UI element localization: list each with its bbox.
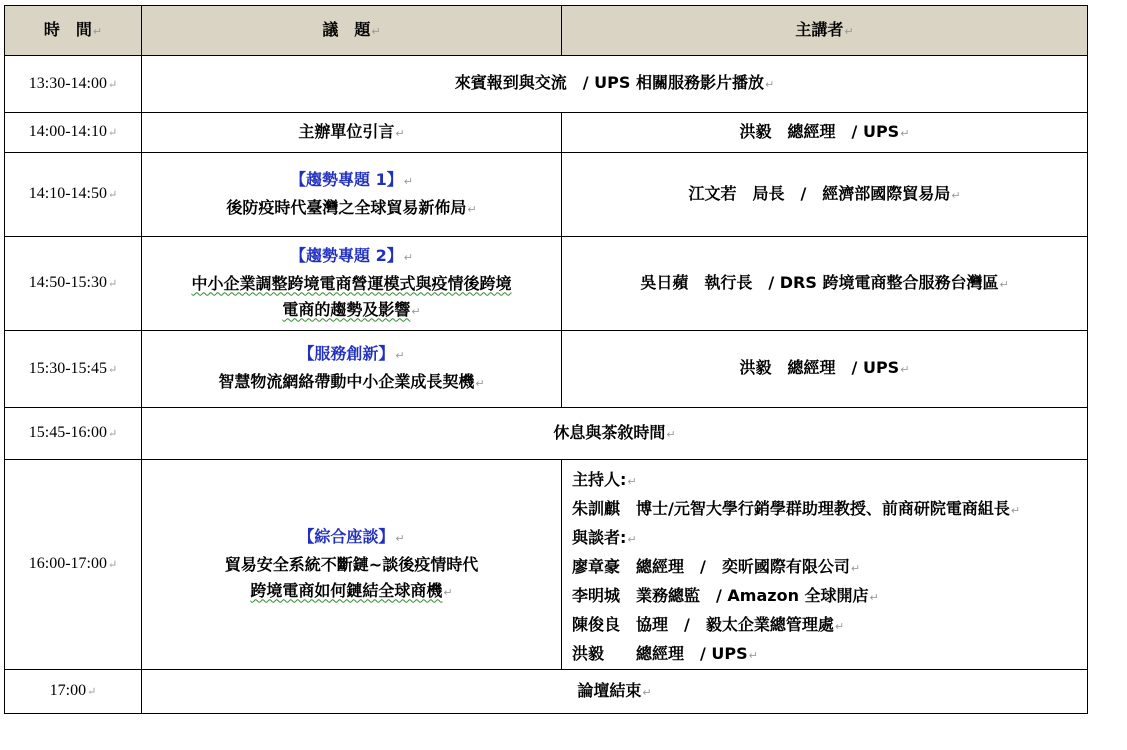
header-topic: 議 題↵ [142, 6, 562, 56]
table-row [5, 237, 1088, 331]
host-label-line: 主持人:↵ [572, 470, 637, 489]
time-cell: 15:30-15:45↵ [5, 331, 142, 408]
topic-title-line1: 貿易安全系統不斷鏈~談後疫情時代 [224, 554, 479, 574]
header-time: 時 間↵ [5, 6, 142, 56]
topic-tag: 【趨勢專題 2】 [290, 245, 403, 265]
panelist-label-line: 與談者:↵ [572, 528, 637, 547]
topic-cell: 【服務創新】↵ 智慧物流網絡帶動中小企業成長契機↵ [142, 331, 562, 408]
time-cell: 17:00↵ [5, 670, 142, 714]
time-cell: 14:10-14:50↵ [5, 153, 142, 237]
session-merged-cell: 來賓報到與交流 / UPS 相關服務影片播放↵ [142, 56, 1088, 113]
topic-title-line2: 電商的趨勢及影響 [282, 299, 411, 319]
table-row [5, 113, 1088, 153]
panelist-line: 廖章豪 總經理 / 奕昕國際有限公司↵ [572, 557, 861, 576]
agenda-table [4, 5, 1088, 714]
time-cell: 13:30-14:00↵ [5, 56, 142, 113]
time-cell: 16:00-17:00↵ [5, 460, 142, 670]
table-row [5, 56, 1088, 113]
topic-cell: 【綜合座談】↵ 貿易安全系統不斷鏈~談後疫情時代 跨境電商如何鏈結全球商機↵ [142, 460, 562, 670]
time-cell: 14:00-14:10↵ [5, 113, 142, 153]
topic-tag: 【綜合座談】 [298, 526, 395, 546]
table-row [5, 408, 1088, 460]
panelist-line: 李明城 業務總監 / Amazon 全球開店↵ [572, 586, 879, 605]
topic-tag: 【服務創新】 [298, 344, 395, 363]
time-cell: 14:50-15:30↵ [5, 237, 142, 331]
topic-title-line1: 中小企業調整跨境電商營運模式與疫情後跨境 [191, 273, 512, 293]
host-line: 朱訓麒 博士/元智大學行銷學群助理教授、前商研院電商組長↵ [572, 499, 1021, 518]
time-cell: 15:45-16:00↵ [5, 408, 142, 460]
topic-title: 智慧物流網絡帶動中小企業成長契機 [218, 372, 475, 391]
topic-cell: 主辦單位引言↵ [142, 113, 562, 153]
panelist-line: 洪毅 總經理 / UPS↵ [572, 644, 758, 663]
speaker-cell: 洪毅 總經理 / UPS↵ [562, 113, 1088, 153]
panel-speakers-cell [562, 460, 1088, 670]
topic-cell: 【趨勢專題 1】↵ 後防疫時代臺灣之全球貿易新佈局↵ [142, 153, 562, 237]
speaker-cell: 洪毅 總經理 / UPS↵ [562, 331, 1088, 408]
panelist-line: 陳俊良 協理 / 毅太企業總管理處↵ [572, 615, 845, 634]
topic-cell: 【趨勢專題 2】↵ 中小企業調整跨境電商營運模式與疫情後跨境 電商的趨勢及影響↵ [142, 237, 562, 331]
table-row [5, 153, 1088, 237]
session-merged-cell: 論壇結束↵ [142, 670, 1088, 714]
topic-title-line2: 跨境電商如何鏈結全球商機 [250, 580, 443, 600]
speaker-cell: 吳日蘋 執行長 / DRS 跨境電商整合服務台灣區↵ [562, 237, 1088, 331]
table-row [5, 460, 1088, 670]
topic-title: 後防疫時代臺灣之全球貿易新佈局 [226, 197, 467, 217]
header-row [5, 6, 1088, 56]
speaker-cell: 江文若 局長 / 經濟部國際貿易局↵ [562, 153, 1088, 237]
table-row [5, 331, 1088, 408]
table-row [5, 670, 1088, 714]
session-merged-cell: 休息與茶敘時間↵ [142, 408, 1088, 460]
header-speaker: 主講者↵ [562, 6, 1088, 56]
topic-tag: 【趨勢專題 1】 [290, 169, 403, 189]
